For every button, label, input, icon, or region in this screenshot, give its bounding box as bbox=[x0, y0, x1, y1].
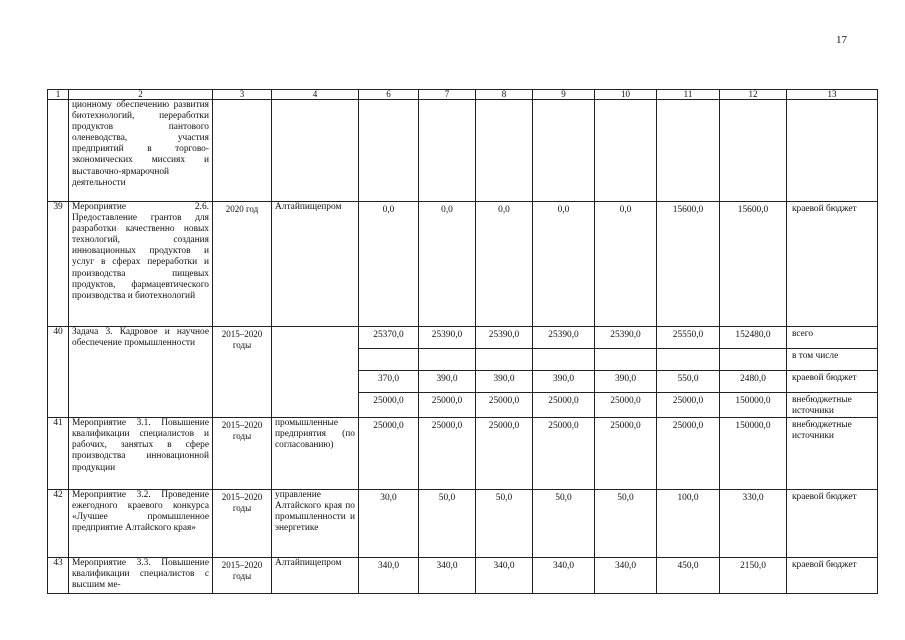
executor: Алтайпищепром bbox=[272, 558, 359, 594]
funding-source: краевой бюджет bbox=[787, 558, 878, 594]
executor bbox=[272, 327, 359, 418]
funding-source: краевой бюджет bbox=[787, 490, 878, 558]
funding-value bbox=[476, 100, 533, 202]
funding-value bbox=[419, 100, 476, 202]
funding-value: 25000,0 bbox=[476, 418, 533, 490]
row-number: 43 bbox=[48, 558, 69, 594]
measure-name: ционному обеспечению развития биотехнологий, переработки продуктов пантового оленеводства, участия предприятий в торгово-экономических миссиях и выставочно-ярмарочной деятельности bbox=[69, 100, 213, 202]
measure-name: Мероприятие 3.3. Повышение квалификации специалистов с высшим ме- bbox=[69, 558, 213, 594]
funding-value: 25000,0 bbox=[657, 393, 720, 418]
period bbox=[213, 100, 272, 202]
funding-value: 25000,0 bbox=[419, 393, 476, 418]
funding-value: 2150,0 bbox=[720, 558, 787, 594]
header-cell: 12 bbox=[720, 90, 787, 100]
funding-value: 25000,0 bbox=[657, 418, 720, 490]
row-number: 41 bbox=[48, 418, 69, 490]
funding-value: 15600,0 bbox=[720, 202, 787, 327]
funding-value bbox=[720, 349, 787, 371]
funding-value: 50,0 bbox=[419, 490, 476, 558]
funding-value: 390,0 bbox=[595, 371, 657, 393]
table-row bbox=[48, 418, 878, 490]
funding-value: 25370,0 bbox=[359, 327, 419, 349]
funding-value: 50,0 bbox=[476, 490, 533, 558]
funding-value: 50,0 bbox=[595, 490, 657, 558]
funding-value bbox=[720, 100, 787, 202]
funding-value: 25000,0 bbox=[476, 393, 533, 418]
funding-value: 0,0 bbox=[476, 202, 533, 327]
funding-value: 25000,0 bbox=[359, 418, 419, 490]
table-row bbox=[48, 202, 878, 327]
funding-value bbox=[419, 349, 476, 371]
funding-value bbox=[595, 100, 657, 202]
funding-source bbox=[787, 100, 878, 202]
header-cell: 11 bbox=[657, 90, 720, 100]
executor: промышленные предприятия (по согласованию) bbox=[272, 418, 359, 490]
header-cell: 6 bbox=[359, 90, 419, 100]
measure-name: Мероприятие 3.1. Повышение квалификации специалистов и рабочих, занятых в сфере производства инновационной продукции bbox=[69, 418, 213, 490]
funding-value: 340,0 bbox=[359, 558, 419, 594]
funding-value bbox=[657, 349, 720, 371]
funding-value: 15600,0 bbox=[657, 202, 720, 327]
funding-value bbox=[657, 100, 720, 202]
funding-value: 25550,0 bbox=[657, 327, 720, 349]
row-number: 40 bbox=[48, 327, 69, 418]
page-number: 17 bbox=[836, 34, 847, 46]
funding-value: 340,0 bbox=[476, 558, 533, 594]
funding-value: 25000,0 bbox=[595, 393, 657, 418]
funding-source: в том числе bbox=[787, 349, 878, 371]
program-table bbox=[47, 89, 878, 594]
funding-value: 0,0 bbox=[595, 202, 657, 327]
table-row bbox=[48, 327, 878, 349]
funding-value: 390,0 bbox=[419, 371, 476, 393]
period: 2015–2020 годы bbox=[213, 558, 272, 594]
funding-value: 450,0 bbox=[657, 558, 720, 594]
funding-value: 330,0 bbox=[720, 490, 787, 558]
funding-source: краевой бюджет bbox=[787, 371, 878, 393]
header-cell: 10 bbox=[595, 90, 657, 100]
row-number: 39 bbox=[48, 202, 69, 327]
funding-value: 25000,0 bbox=[419, 418, 476, 490]
executor bbox=[272, 100, 359, 202]
funding-source: внебюджетные источники bbox=[787, 418, 878, 490]
funding-value: 25000,0 bbox=[359, 393, 419, 418]
funding-value bbox=[476, 349, 533, 371]
funding-value: 50,0 bbox=[533, 490, 595, 558]
period: 2020 год bbox=[213, 202, 272, 327]
funding-value: 25000,0 bbox=[533, 393, 595, 418]
funding-value: 0,0 bbox=[359, 202, 419, 327]
header-cell: 3 bbox=[213, 90, 272, 100]
funding-value: 25390,0 bbox=[595, 327, 657, 349]
funding-value: 152480,0 bbox=[720, 327, 787, 349]
funding-value: 150000,0 bbox=[720, 393, 787, 418]
funding-value: 25390,0 bbox=[419, 327, 476, 349]
funding-value: 340,0 bbox=[595, 558, 657, 594]
measure-name: Мероприятие 3.2. Проведение ежегодного краевого конкурса «Лучшее промышленное предприятие Алтайского края» bbox=[69, 490, 213, 558]
funding-value: 25000,0 bbox=[595, 418, 657, 490]
funding-value bbox=[359, 349, 419, 371]
funding-value: 340,0 bbox=[419, 558, 476, 594]
measure-name: Мероприятие 2.6. Предоставление грантов для разработки качественно новых технологий, создания инновационных продуктов и услуг в сферах переработки и производства пищевых продуктов, фармацевтического производства и биотехнологий bbox=[69, 202, 213, 327]
table-row bbox=[48, 558, 878, 594]
header-cell: 13 bbox=[787, 90, 878, 100]
executor: Алтайпищепром bbox=[272, 202, 359, 327]
row-number: 42 bbox=[48, 490, 69, 558]
executor: управление Алтайского края по промышленности и энергетике bbox=[272, 490, 359, 558]
funding-value: 150000,0 bbox=[720, 418, 787, 490]
period: 2015–2020 годы bbox=[213, 327, 272, 418]
funding-value: 370,0 bbox=[359, 371, 419, 393]
funding-value: 2480,0 bbox=[720, 371, 787, 393]
header-cell: 1 bbox=[48, 90, 69, 100]
funding-value bbox=[533, 349, 595, 371]
funding-source: всего bbox=[787, 327, 878, 349]
funding-value: 25000,0 bbox=[533, 418, 595, 490]
funding-value: 390,0 bbox=[476, 371, 533, 393]
header-cell: 8 bbox=[476, 90, 533, 100]
funding-source: краевой бюджет bbox=[787, 202, 878, 327]
header-cell: 9 bbox=[533, 90, 595, 100]
funding-value bbox=[533, 100, 595, 202]
row-number bbox=[48, 100, 69, 202]
period: 2015–2020 годы bbox=[213, 418, 272, 490]
funding-value: 100,0 bbox=[657, 490, 720, 558]
funding-value: 25390,0 bbox=[476, 327, 533, 349]
funding-value bbox=[595, 349, 657, 371]
funding-value: 340,0 bbox=[533, 558, 595, 594]
table-row bbox=[48, 100, 878, 202]
funding-value bbox=[359, 100, 419, 202]
funding-value: 0,0 bbox=[533, 202, 595, 327]
header-cell: 2 bbox=[69, 90, 213, 100]
funding-value: 30,0 bbox=[359, 490, 419, 558]
header-cell: 7 bbox=[419, 90, 476, 100]
funding-value: 25390,0 bbox=[533, 327, 595, 349]
table-row bbox=[48, 490, 878, 558]
header-cell: 4 bbox=[272, 90, 359, 100]
period: 2015–2020 годы bbox=[213, 490, 272, 558]
funding-value: 0,0 bbox=[419, 202, 476, 327]
funding-source: внебюджетные источники bbox=[787, 393, 878, 418]
funding-value: 390,0 bbox=[533, 371, 595, 393]
measure-name: Задача 3. Кадровое и научное обеспечение промышленности bbox=[69, 327, 213, 418]
header-row bbox=[48, 90, 878, 100]
funding-value: 550,0 bbox=[657, 371, 720, 393]
